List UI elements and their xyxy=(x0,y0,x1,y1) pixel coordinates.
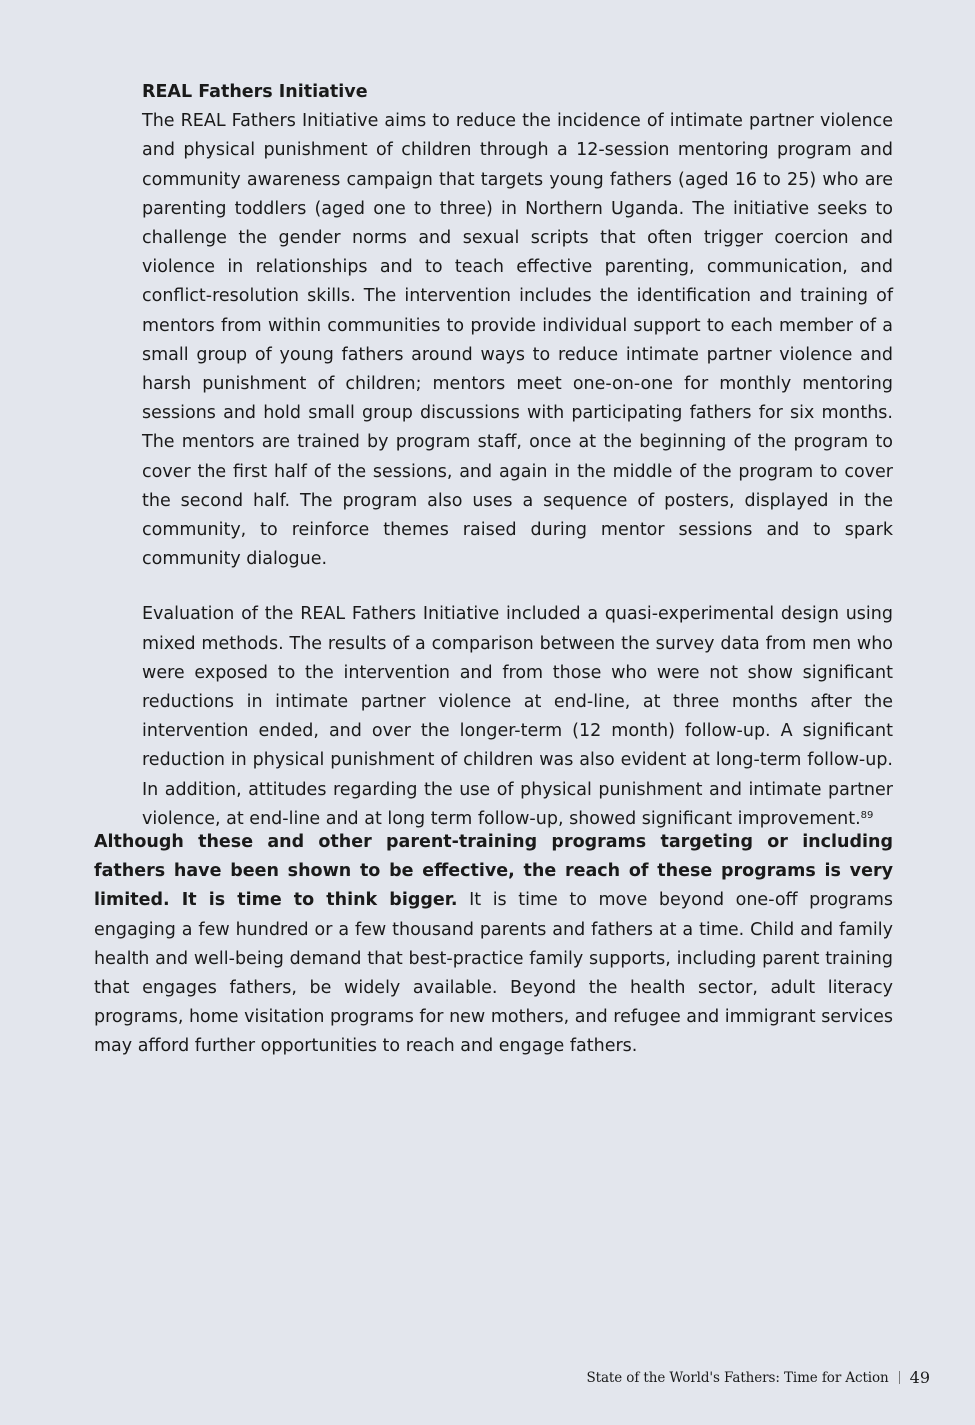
main-paragraph xyxy=(94,828,893,1062)
main-bold-lead: Although these and other parent-training programs targeting or including fathers have been shown to be effective, the reach of these programs is very limited. It is time to think bigger. xyxy=(94,832,893,911)
footer-publication-title: State of the World's Fathers: Time for Action xyxy=(586,1369,889,1386)
page-footer xyxy=(586,1368,930,1387)
main-body-text: It is time to move beyond one-off programs engaging a few hundred or a few thousand parents and fathers at a time. Child and family health and well-being demand that best-practice family supports, including parent training that engages fathers, be widely available. Beyond the health sector, adult literacy programs, home visitation programs for new mothers, and refugee and immigrant services may afford further opportunities to reach and engage fathers. xyxy=(94,890,893,1057)
case-study-paragraph-2 xyxy=(142,600,893,834)
footnote-reference: 89 xyxy=(860,809,874,821)
page-number: 49 xyxy=(909,1368,930,1387)
case-study-paragraph-2-text: Evaluation of the REAL Fathers Initiative included a quasi-experimental design using mixed methods. The results of a comparison between the survey data from men who were exposed to the intervention and from those who were not show significant reductions in intimate partner violence at end-line, at three months after the intervention ended, and over the longer-term (12 month) follow-up. A significant reduction in physical punishment of children was also evident at long-term follow-up. In addition, attitudes regarding the use of physical punishment and intimate partner violence, at end-line and at long term follow-up, showed significant improvement. xyxy=(142,604,893,829)
case-study-title: REAL Fathers Initiative xyxy=(142,82,368,102)
case-study-paragraph-1: The REAL Fathers Initiative aims to reduce the incidence of intimate partner violence and physical punishment of children through a 12-session mentoring program and community awareness campaign that targets young fathers (aged 16 to 25) who are parenting toddlers (aged one to three) in Northern Uganda. The initiative seeks to challenge the gender norms and sexual scripts that often trigger coercion and violence in relationships and to teach effective parenting, communication, and conflict-resolution skills. The intervention includes the identification and training of mentors from within communities to provide individual support to each member of a small group of young fathers around ways to reduce intimate partner violence and harsh punishment of children; mentors meet one-on-one for monthly mentoring sessions and hold small group discussions with participating fathers for six months. The mentors are trained by program staff, once at the beginning of the program to cover the first half of the sessions, and again in the middle of the program to cover the second half. The program also uses a sequence of posters, displayed in the community, to reinforce themes raised during mentor sessions and to spark community dialogue. xyxy=(142,111,893,570)
footer-divider xyxy=(899,1371,900,1384)
case-study-box xyxy=(142,78,893,834)
